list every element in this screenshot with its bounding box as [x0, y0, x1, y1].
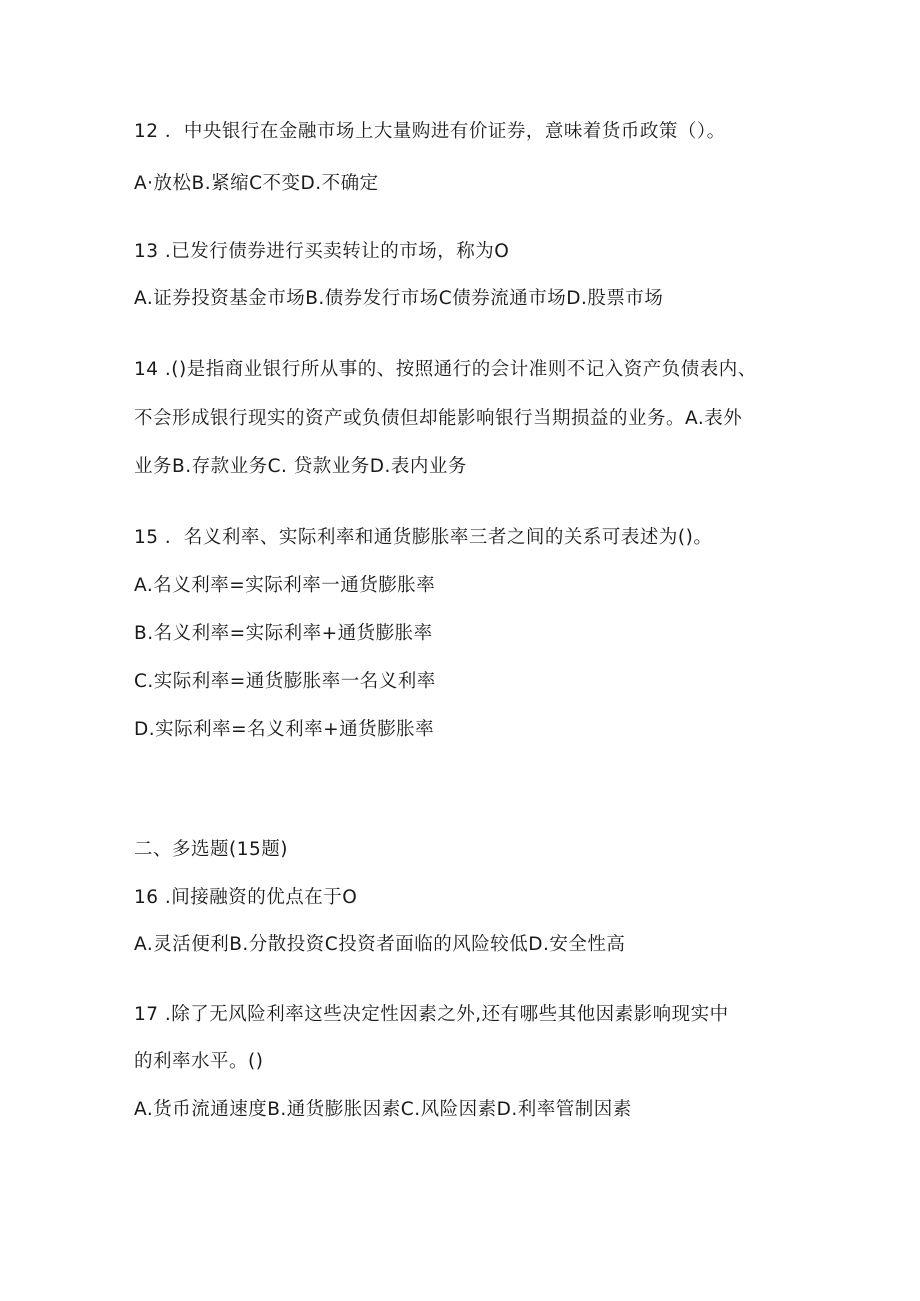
question-17-options: A.货币流通速度B.通货膨胀因素C.风险因素D.利率管制因素 — [134, 1099, 632, 1120]
question-15-option-c: C.实际利率=通货膨胀率一名义利率 — [134, 671, 436, 692]
question-15-stem: 15 ．名义利率、实际利率和通货膨胀率三者之间的关系可表述为()。 — [134, 527, 713, 548]
question-13-options: A.证券投资基金市场B.债券发行市场C债券流通市场D.股票市场 — [134, 288, 664, 309]
question-13-stem: 13 .已发行债券进行买卖转让的市场，称为O — [134, 241, 510, 262]
question-17-line-2: 的利率水平。() — [134, 1051, 264, 1072]
question-14-line-3: 业务B.存款业务C. 贷款业务D.表内业务 — [134, 456, 467, 477]
question-14-line-2: 不会形成银行现实的资产或负债但却能影响银行当期损益的业务。A.表外 — [134, 408, 743, 429]
question-12-stem: 12 ．中央银行在金融市场上大量购进有价证券，意味着货币政策（）。 — [134, 121, 726, 142]
section-heading: 二、多选题(15题) — [134, 839, 288, 860]
question-15-option-a: A.名义利率=实际利率一通货膨胀率 — [134, 575, 436, 596]
question-15-option-d: D.实际利率=名义利率+通货膨胀率 — [134, 719, 435, 740]
question-14-line-1: 14 .()是指商业银行所从事的、按照通行的会计准则不记入资产负债表内、 — [134, 359, 757, 380]
question-12-options: A·放松B.紧缩C不变D.不确定 — [134, 173, 379, 194]
question-17-line-1: 17 .除了无风险利率这些决定性因素之外,还有哪些其他因素影响现实中 — [134, 1004, 729, 1025]
question-16-stem: 16 .间接融资的优点在于O — [134, 887, 358, 908]
question-16-options: A.灵活便利B.分散投资C投资者面临的风险较低D.安全性高 — [134, 934, 626, 955]
question-15-option-b: B.名义利率=实际利率+通货膨胀率 — [134, 623, 433, 644]
